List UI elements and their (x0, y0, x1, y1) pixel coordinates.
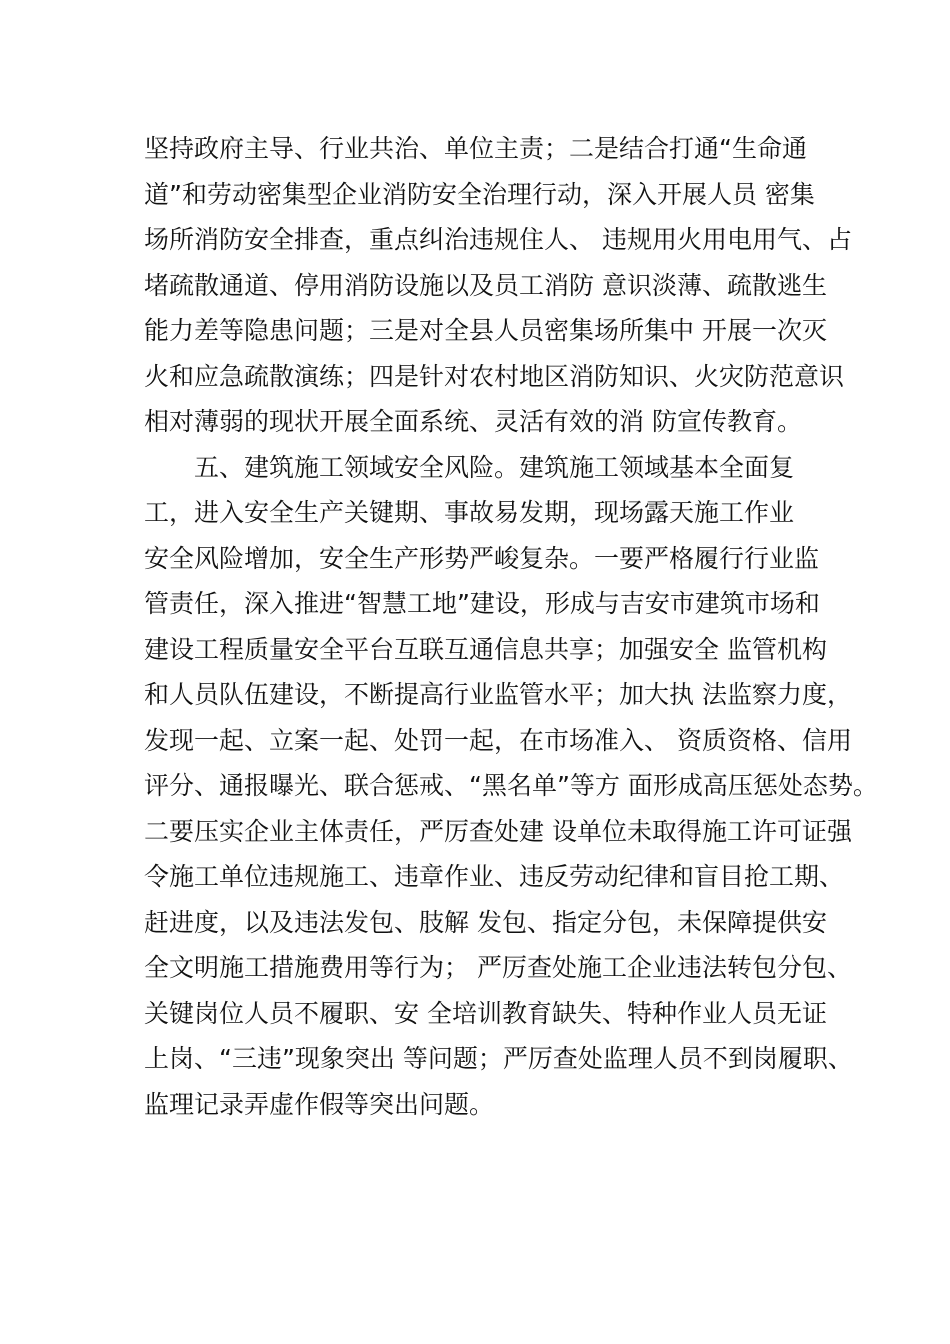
text-line: 能力差等隐患问题；三是对全县人员密集场所集中 开展一次灭 (144, 316, 827, 345)
text-line: 赶进度，以及违法发包、肢解 发包、指定分包，未保障提供安 (144, 907, 827, 937)
text-line: 全文明施工措施费用等行为； 严厉查处施工企业违法转包分包、 (144, 953, 852, 982)
text-line: 关键岗位人员不履职、安 全培训教育缺失、特种作业人员无证 (144, 998, 827, 1028)
text-line: 建设工程质量安全平台互联互通信息共享；加强安全 监管机构 (144, 634, 827, 664)
body-text (144, 126, 878, 1127)
text-line: 堵疏散通道、停用消防设施以及员工消防 意识淡薄、疏散逃生 (144, 270, 827, 300)
section-heading-line: 五、建筑施工领域安全风险。建筑施工领域基本全面复 (194, 452, 795, 482)
text-line: 场所消防安全排查，重点纠治违规住人、 违规用火用电用气、占 (144, 225, 852, 254)
text-line: 道”和劳动密集型企业消防安全治理行动，深入开展人员 密集 (144, 179, 815, 209)
text-line: 相对薄弱的现状开展全面系统、灵活有效的消 防宣传教育。 (144, 407, 802, 436)
text-line: 工，进入安全生产关键期、事故易发期，现场露天施工作业 (144, 498, 795, 527)
text-line: 安全风险增加，安全生产形势严峻复杂。一要严格履行行业监 (144, 543, 820, 573)
text-line: 上岗、“三违”现象突出 等问题；严厉查处监理人员不到岗履职、 (144, 1044, 853, 1073)
text-line: 坚持政府主导、行业共治、单位主责；二是结合打通“生命通 (144, 134, 807, 163)
text-line: 发现一起、立案一起、处罚一起，在市场准入、 资质资格、信用 (144, 725, 852, 755)
text-line: 火和应急疏散演练；四是针对农村地区消防知识、火灾防范意识 (144, 361, 845, 391)
text-line: 二要压实企业主体责任，严厉查处建 设单位未取得施工许可证强 (144, 816, 852, 846)
text-line: 监理记录弄虚作假等突出问题。 (144, 1089, 495, 1119)
text-line: 令施工单位违规施工、违章作业、违反劳动纪律和盲目抢工期、 (144, 862, 845, 891)
text-line: 评分、通报曝光、联合惩戒、“黑名单”等方 面形成高压惩处态势。 (144, 771, 878, 800)
text-line: 管责任，深入推进“智慧工地”建设，形成与吉安市建筑市场和 (144, 589, 820, 618)
text-line: 和人员队伍建设，不断提高行业监管水平；加大执 法监察力度， (144, 680, 852, 709)
